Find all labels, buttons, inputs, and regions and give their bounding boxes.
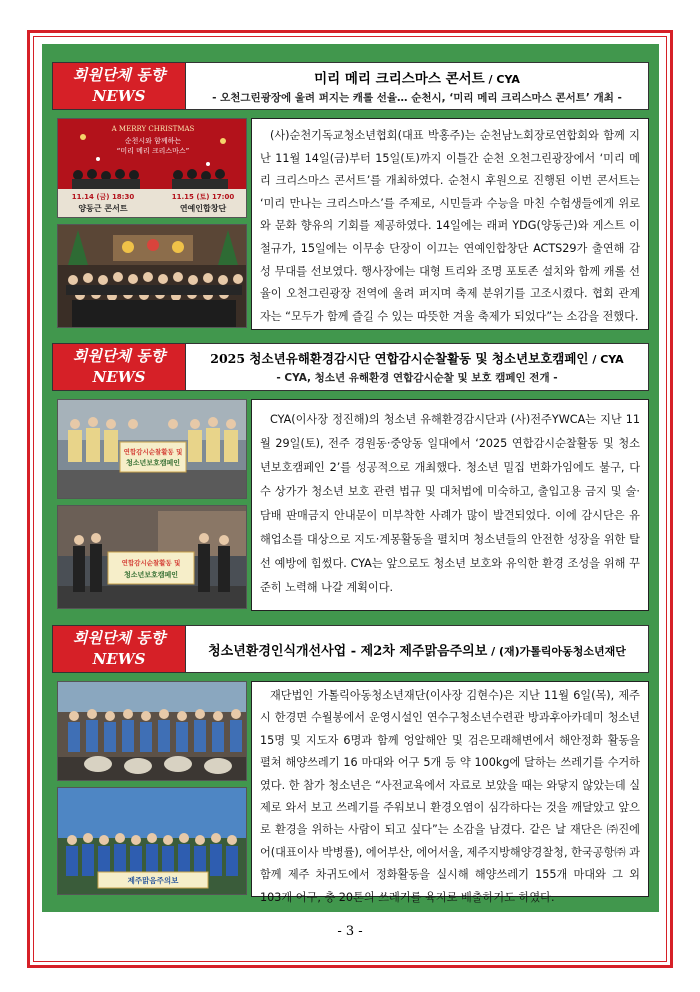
- poster-middle2-text: “미리 메리 크리스마스”: [116, 147, 190, 155]
- poster-act2-text: 연예인합창단: [179, 204, 227, 213]
- article-body-box: [251, 118, 649, 330]
- article-body: 재단법인 가톨릭아동청소년재단(이사장 김현수)은 지난 11월 6일(목), 제주시 한경면 수월봉에서 운영시설인 연수구청소년수련관 방과후아카데미 청소년 15명 및 지도자 6명과 함께 엉알해안 및 검은모래해변에서 해안정화 활동을 펼쳐 해양쓰레기 16 마대와 어구 5개 등 약 100kg에 달하는 쓰레기를 수거하였다. 한 참가 청소년은 “사전교육에서 자료로 보았을 때는 와닿지 않았는데 실제로 와서 보고 쓰레기를 주워보니 환경오염이 심각하다는 것을 깨달았고 앞으로 환경을 위하는 사람이 되고 싶다”는 소감을 남겼다. 같은 날 재단은 ㈜진에어(대표이사 박병률), 에어부산, 에어서울, 제주지방해양경찰청, 한국공항㈜ 과 함께 제주 차귀도에서 정화활동을 실시해 해양쓰레기 155개 마대와 그 외 103개 어구, 총 20톤의 쓰레기를 육지로 배출하기도 하였다.: [260, 689, 640, 904]
- concert-group-photo: [57, 224, 247, 328]
- poster-date1-text: 11.14 (금) 18:30: [71, 193, 135, 201]
- page-number: - 3 -: [337, 924, 363, 939]
- headline-box: [186, 625, 649, 673]
- article-body-box: [251, 399, 649, 611]
- article-org: / CYA: [484, 73, 520, 86]
- section-header: [52, 625, 649, 673]
- article-title: [314, 67, 520, 87]
- news-tag-category: 회원단체 동향: [72, 629, 166, 647]
- campaign-street-photo: [57, 505, 247, 609]
- banner2-line1: 연합감시순찰활동 및: [121, 559, 181, 567]
- news-tag: [52, 62, 186, 110]
- article-subtitle: - 오천그린광장에 울려 퍼지는 캐롤 선율… 순천시, ‘미리 메리 크리스마스 콘서트’ 개최 -: [212, 92, 622, 104]
- news-tag-label: NEWS: [92, 368, 146, 386]
- news-section-jeju-cleanup: [52, 625, 649, 904]
- article-body: (사)순천기독교청소년협회(대표 박홍주)는 순천남노회장로연합회와 함께 지난 11월 14일(금)부터 15일(토)까지 이틀간 순천 오천그린광장에서 ‘미리 메리 크리스마스 콘서트’를 개최하였다. 순천시 후원으로 진행된 이번 콘서트는 ‘미리 만나는 크리스마스’를 주제로, 시민들과 수능을 마친 수험생들에게 위로와 문화 향유의 기회를 제공하였다. 14일에는 래퍼 YDG(양동근)와 게스트 이철규가, 15일에는 이무송 단장이 이끄는 연예인합창단 ACTS29가 출연해 감성 무대를 선보였다. 행사장에는 대형 트리와 조명 포토존 설치와 함께 캐롤 선율이 오천그린광장 전역에 울려 퍼지며 축제 분위기를 고조시켰다. 협회 관계자는 “모두가 함께 즐길 수 있는 따뜻한 겨울 축제가 되었다”는 소감을 전했다.: [260, 129, 640, 323]
- banner-line2: 청소년보호캠페인: [125, 459, 181, 467]
- article-title-text: 미리 메리 크리스마스 콘서트: [314, 71, 485, 87]
- cleanup-volunteers-photo: [57, 681, 247, 781]
- news-tag-label: NEWS: [92, 87, 146, 105]
- news-tag-category: 회원단체 동향: [72, 347, 166, 365]
- poster-act1-text: 양동근 콘서트: [78, 204, 128, 213]
- poster-top-text: A MERRY CHRISTMAS: [111, 125, 195, 133]
- news-tag-category: 회원단체 동향: [72, 66, 166, 84]
- poster-date2-text: 11.15 (토) 17:00: [171, 193, 235, 201]
- article-title-text: 청소년환경인식개선사업 - 제2차 제주맑음주의보: [208, 643, 488, 659]
- article-title-text: 2025 청소년유해환경감시단 연합감시순찰활동 및 청소년보호캠페인: [210, 351, 589, 366]
- banner2-line2: 청소년보호캠페인: [123, 571, 179, 579]
- concert-poster-image: [57, 118, 247, 218]
- article-org: / CYA: [588, 353, 624, 366]
- article-title: [210, 349, 623, 367]
- news-tag-label: NEWS: [92, 650, 146, 668]
- poster-middle1-text: 순천시와 함께하는: [124, 137, 182, 145]
- headline-box: [186, 343, 649, 391]
- article-body: CYA(이사장 정진해)의 청소년 유해환경감시단과 (사)전주YWCA는 지난 11월 29일(토), 전주 경원동·중앙동 일대에서 ‘2025 연합감시순찰활동 및 청소년보호캠페인 2’를 성공적으로 개최했다. 청소년 밀집 번화가임에도 불구, 다수 상가가 청소년 보호 관련 법규 및 대처법에 미숙하고, 출입고용 금지 및 술·담배 판매금지 안내문이 미부착한 사례가 많이 발견되었다. 이에 감시단은 유해업소를 대상으로 지도·계몽활동을 펼치며 청소년들의 안전한 성장을 위한 탈선 예방에 힘썼다. CYA는 앞으로도 청소년 보호와 유익한 환경 조성을 위해 꾸준히 노력해 나갈 계획이다.: [260, 413, 640, 594]
- news-tag: [52, 625, 186, 673]
- campaign-group-photo: [57, 399, 247, 499]
- section-header: [52, 343, 649, 391]
- news-section-youth-patrol: [52, 343, 649, 611]
- section-header: [52, 62, 649, 110]
- headline-box: [186, 62, 649, 110]
- article-org: / (재)가톨릭아동청소년재단: [487, 644, 626, 658]
- banner-line1: 연합감시순찰활동 및: [123, 448, 183, 456]
- news-tag: [52, 343, 186, 391]
- cleanup-group-photo: [57, 787, 247, 895]
- news-section-christmas-concert: [52, 62, 649, 330]
- article-body-box: [251, 681, 649, 904]
- cleanup-banner-text: 제주맑음주의보: [127, 876, 179, 885]
- article-subtitle: - CYA, 청소년 유해환경 연합감시순찰 및 보호 캠페인 전개 -: [276, 372, 558, 384]
- article-title: [208, 640, 626, 659]
